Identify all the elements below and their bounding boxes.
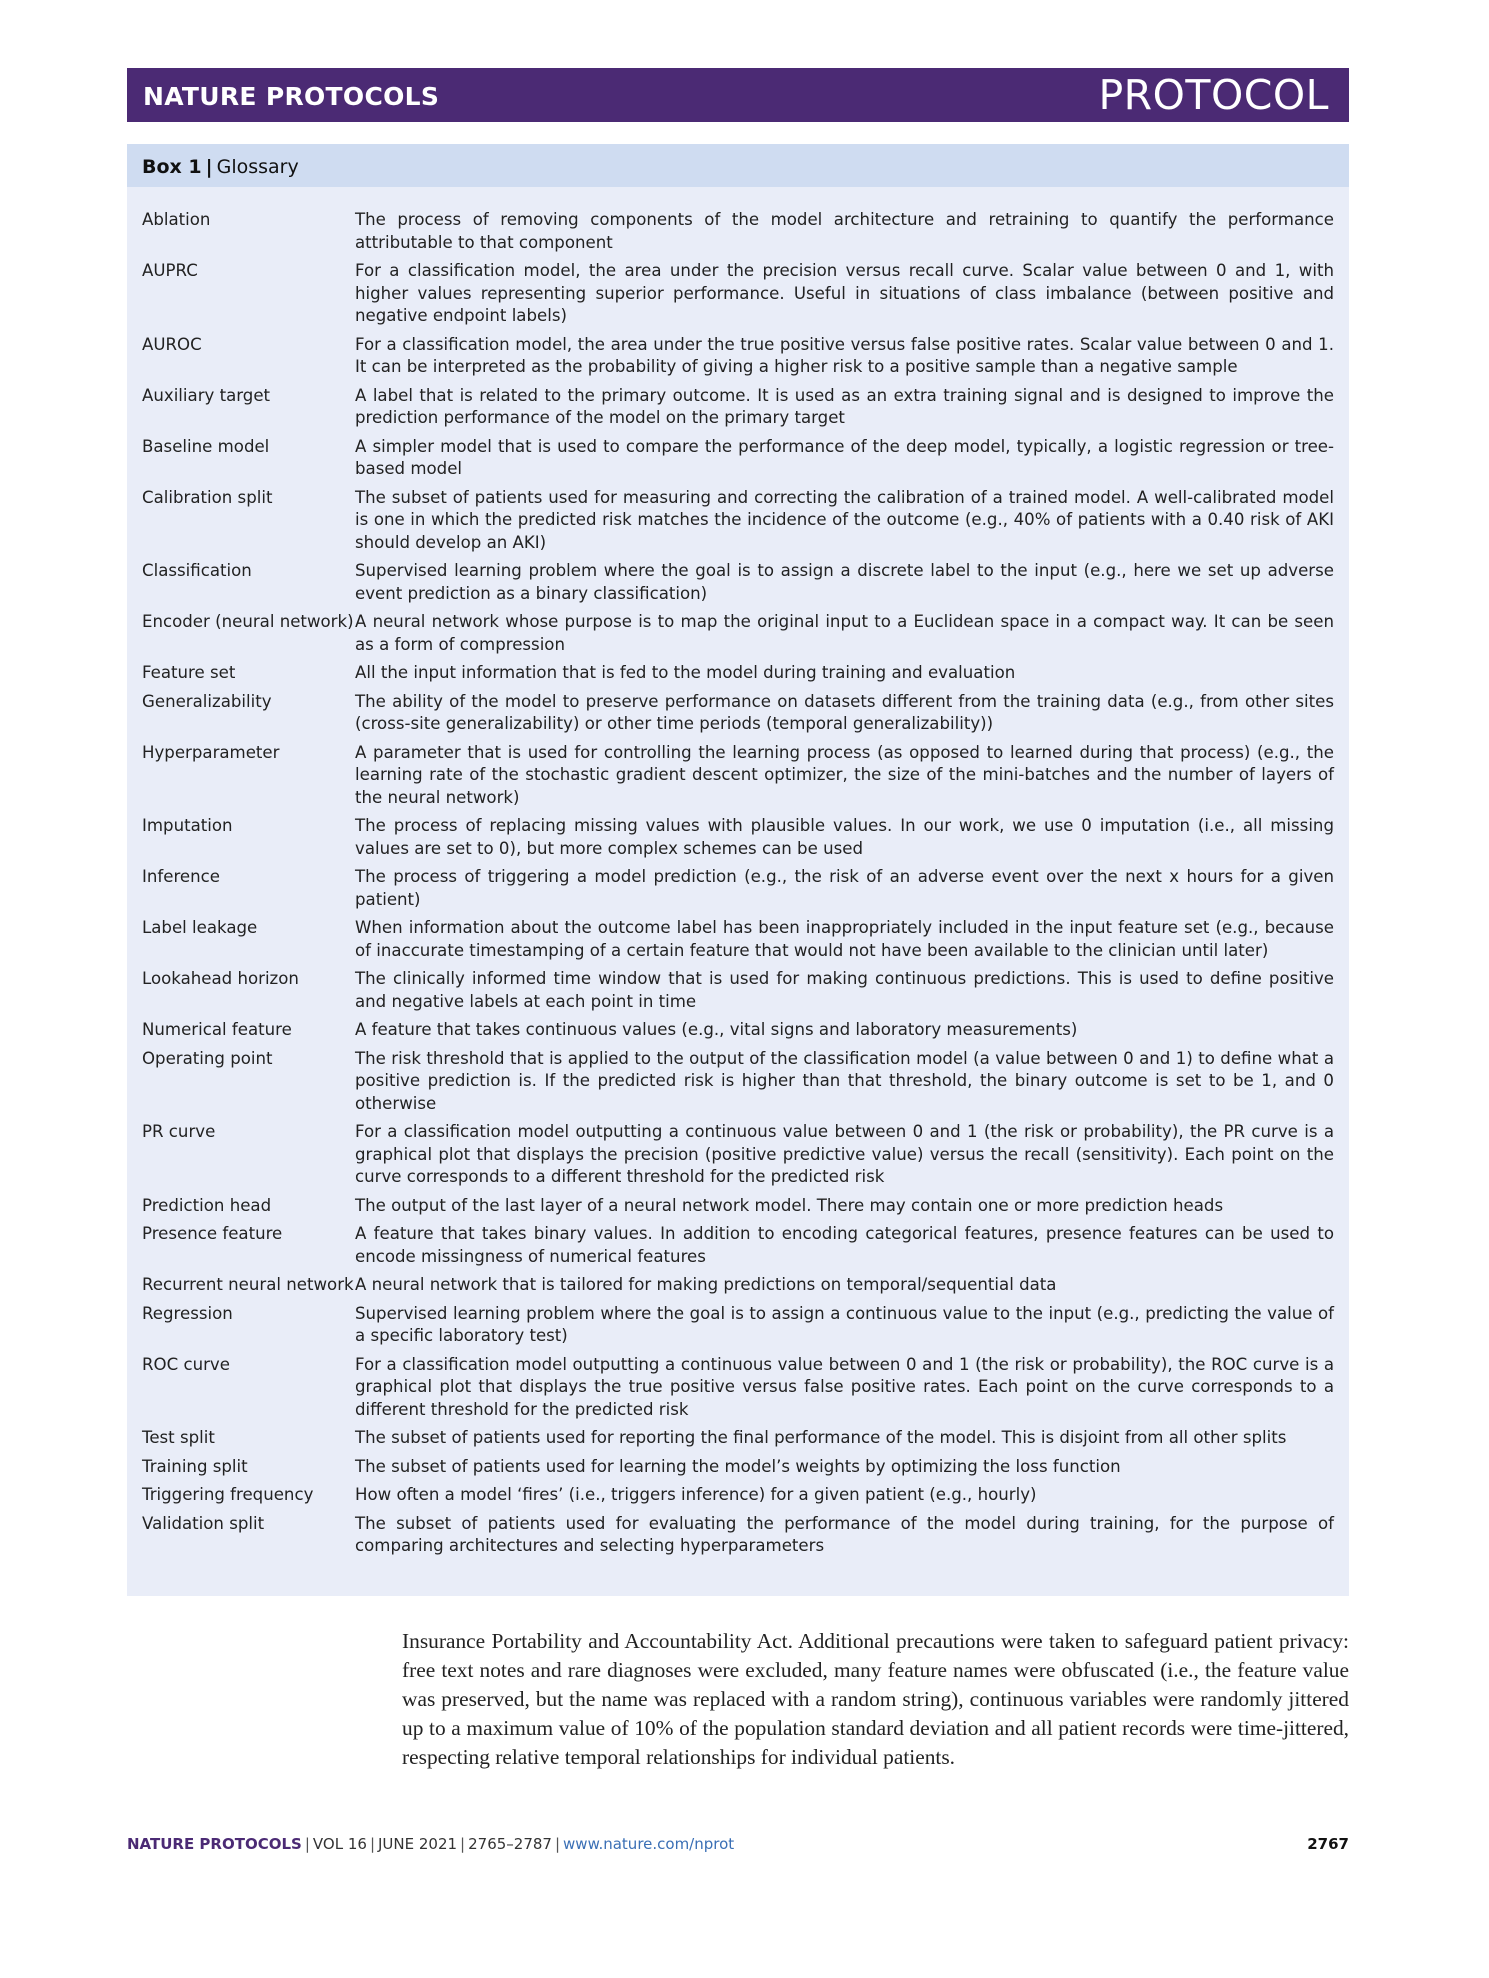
- glossary-row: [127, 662, 1349, 685]
- glossary-row: [127, 260, 1349, 328]
- glossary-definition: The output of the last layer of a neural network model. There may contain one or more prediction heads: [355, 1195, 1224, 1215]
- glossary-definition: A neural network whose purpose is to map the original input to a Euclidean space in a compact way. It can be seen as a form of compression: [355, 612, 1334, 654]
- glossary-row: [127, 1223, 1349, 1268]
- glossary-term: Imputation: [142, 816, 233, 835]
- glossary-row: [127, 1048, 1349, 1116]
- glossary-row: [127, 487, 1349, 555]
- glossary-row: [127, 1121, 1349, 1189]
- journal-title: NATURE PROTOCOLS: [143, 82, 440, 111]
- glossary-term: AUPRC: [142, 261, 198, 280]
- glossary-row: [127, 560, 1349, 605]
- glossary-term: Ablation: [142, 210, 211, 229]
- glossary-row: [127, 1274, 1349, 1297]
- glossary-term: Encoder (neural network): [142, 612, 354, 631]
- glossary-row: [127, 1303, 1349, 1348]
- footer-separator: |: [369, 1835, 375, 1853]
- glossary-definition: A feature that takes binary values. In addition to encoding categorical features, presence features can be used to encode missingness of numerical features: [355, 1224, 1334, 1266]
- box-title-separator: |: [205, 156, 213, 178]
- glossary-definition: The risk threshold that is applied to the output of the classification model (a value between 0 and 1) to define what a positive prediction is. If the predicted risk is higher than that threshold, the binary outcome is set to be 1, and 0 otherwise: [355, 1048, 1334, 1113]
- glossary-term: Training split: [142, 1456, 248, 1476]
- glossary-list: [127, 209, 1349, 1564]
- glossary-definition: For a classification model, the area under the precision versus recall curve. Scalar value between 0 and 1, with higher values representing superior performance. Useful in situations of class imbalance (between positive and negative endpoint labels): [355, 261, 1334, 325]
- footer-url-link[interactable]: www.nature.com/nprot: [563, 1835, 735, 1853]
- glossary-definition: The clinically informed time window that is used for making continuous predictions. This is used to define positive and negative labels at each point in time: [355, 969, 1334, 1011]
- glossary-row: [127, 611, 1349, 656]
- glossary-definition: A neural network that is tailored for making predictions on temporal/sequential data: [355, 1275, 1057, 1294]
- glossary-term: Baseline model: [142, 436, 270, 456]
- footer-separator: |: [304, 1835, 310, 1853]
- glossary-term: Lookahead horizon: [142, 969, 299, 988]
- glossary-term: Numerical feature: [142, 1020, 292, 1039]
- glossary-definition: A parameter that is used for controlling the learning process (as opposed to learned during that process) (e.g., the learning rate of the stochastic gradient descent optimizer, the size of the mini-batches and the number of layers of the neural network): [355, 742, 1334, 807]
- glossary-term: Inference: [142, 867, 220, 886]
- footer-pages: 2765–2787: [468, 1835, 552, 1853]
- glossary-definition: The ability of the model to preserve performance on datasets different from the training data (e.g., from other sites (cross-site generalizability) or other time periods (temporal generalizability)): [355, 691, 1334, 733]
- glossary-term: ROC curve: [142, 1354, 230, 1374]
- glossary-term: Generalizability: [142, 691, 272, 711]
- journal-header-bar: [127, 68, 1349, 122]
- glossary-definition: The process of removing components of the model architecture and retraining to quantify the performance attributable to that component: [355, 210, 1334, 252]
- glossary-term: PR curve: [142, 1122, 216, 1141]
- glossary-box: [127, 144, 1349, 1596]
- glossary-row: [127, 1354, 1349, 1422]
- glossary-row: [127, 1427, 1349, 1450]
- glossary-term: Regression: [142, 1303, 233, 1323]
- box-title-text: Glossary: [216, 156, 299, 178]
- glossary-term: Presence feature: [142, 1224, 283, 1243]
- glossary-definition: Supervised learning problem where the goal is to assign a discrete label to the input (e.g., here we set up adverse event prediction as a binary classification): [355, 561, 1334, 603]
- glossary-row: [127, 815, 1349, 860]
- glossary-row: [127, 209, 1349, 254]
- article-type: PROTOCOL: [1098, 71, 1329, 119]
- glossary-definition: For a classification model outputting a continuous value between 0 and 1 (the risk or probability), the ROC curve is a graphical plot that displays the true positive versus false positive rates. Each point on the curve corresponds to a different threshold for the predicted risk: [355, 1354, 1334, 1419]
- glossary-row: [127, 866, 1349, 911]
- glossary-row: [127, 1513, 1349, 1558]
- page-footer: [127, 1835, 1349, 1853]
- glossary-term: Prediction head: [142, 1195, 272, 1215]
- glossary-term: Operating point: [142, 1048, 273, 1068]
- footer-separator: |: [460, 1835, 466, 1853]
- glossary-box-header: [127, 144, 1349, 187]
- glossary-row: [127, 436, 1349, 481]
- glossary-definition: The subset of patients used for learning the model’s weights by optimizing the loss function: [355, 1456, 1121, 1476]
- glossary-definition: For a classification model outputting a continuous value between 0 and 1 (the risk or probability), the PR curve is a graphical plot that displays the precision (positive predictive value) versus the recall (sensitivity). Each point on the curve corresponds to a different threshold for the predicted risk: [355, 1122, 1334, 1186]
- glossary-term: Recurrent neural network: [142, 1275, 354, 1294]
- glossary-definition: A simpler model that is used to compare the performance of the deep model, typically, a logistic regression or tree-based model: [355, 436, 1334, 478]
- footer-date: JUNE 2021: [378, 1835, 458, 1853]
- glossary-term: Hyperparameter: [142, 742, 280, 762]
- footer-journal: NATURE PROTOCOLS: [127, 1835, 302, 1853]
- glossary-definition: The subset of patients used for evaluating the performance of the model during training, for the purpose of comparing architectures and selecting hyperparameters: [355, 1513, 1334, 1555]
- glossary-row: [127, 334, 1349, 379]
- glossary-definition: The process of triggering a model prediction (e.g., the risk of an adverse event over the next x hours for a given patient): [355, 867, 1334, 909]
- glossary-definition: For a classification model, the area under the true positive versus false positive rates. Scalar value between 0 and 1. It can be interpreted as the probability of giving a higher risk to a positive sample than a negative sample: [355, 334, 1334, 376]
- glossary-definition: How often a model ‘fires’ (i.e., triggers inference) for a given patient (e.g., hourly): [355, 1485, 1037, 1504]
- glossary-definition: The process of replacing missing values with plausible values. In our work, we use 0 imputation (i.e., all missing values are set to 0), but more complex schemes can be used: [355, 816, 1334, 858]
- glossary-definition: Supervised learning problem where the goal is to assign a continuous value to the input (e.g., predicting the value of a specific laboratory test): [355, 1303, 1334, 1345]
- glossary-definition: The subset of patients used for measuring and correcting the calibration of a trained model. A well-calibrated model is one in which the predicted risk matches the incidence of the outcome (e.g., 40% of patients with a 0.40 risk of AKI should develop an AKI): [355, 487, 1334, 552]
- glossary-row: [127, 742, 1349, 810]
- glossary-definition: All the input information that is fed to the model during training and evaluation: [355, 663, 1016, 682]
- footer-separator: |: [554, 1835, 561, 1853]
- glossary-term: Validation split: [142, 1513, 265, 1533]
- glossary-row: [127, 1195, 1349, 1218]
- box-title: [142, 156, 299, 178]
- glossary-term: AUROC: [142, 334, 202, 354]
- glossary-definition: A label that is related to the primary outcome. It is used as an extra training signal and is designed to improve the prediction performance of the model on the primary target: [355, 385, 1334, 427]
- glossary-term: Classification: [142, 561, 252, 580]
- glossary-row: [127, 385, 1349, 430]
- glossary-term: Label leakage: [142, 918, 258, 937]
- glossary-definition: The subset of patients used for reporting the final performance of the model. This is disjoint from all other splits: [355, 1428, 1287, 1447]
- body-paragraph: Insurance Portability and Accountability Act. Additional precautions were taken to safeguard patient privacy: free text notes and rare diagnoses were excluded, many feature names were obfuscated (i.e., the feature value was preserved, but the name was replaced with a random string), continuous variables were randomly jittered up to a maximum value of 10% of the population standard deviation and all patient records were time-jittered, respecting relative temporal relationships for individual patients.: [402, 1629, 1349, 1769]
- glossary-term: Test split: [142, 1428, 215, 1447]
- glossary-row: [127, 1484, 1349, 1507]
- footer-volume: VOL 16: [312, 1835, 367, 1853]
- box-label: Box 1: [142, 156, 202, 178]
- glossary-definition: When information about the outcome label has been inappropriately included in the input feature set (e.g., because of inaccurate timestamping of a certain feature that would not have been available to the clinician until later): [355, 918, 1334, 960]
- glossary-term: Triggering frequency: [142, 1485, 314, 1504]
- page-number: 2767: [1307, 1835, 1349, 1853]
- glossary-term: Feature set: [142, 663, 236, 682]
- glossary-row: [127, 1019, 1349, 1042]
- glossary-definition: A feature that takes continuous values (e.g., vital signs and laboratory measurements): [355, 1020, 1078, 1039]
- glossary-term: Calibration split: [142, 487, 273, 507]
- glossary-row: [127, 691, 1349, 736]
- glossary-term: Auxiliary target: [142, 385, 271, 405]
- glossary-row: [127, 917, 1349, 962]
- glossary-row: [127, 968, 1349, 1013]
- glossary-row: [127, 1456, 1349, 1479]
